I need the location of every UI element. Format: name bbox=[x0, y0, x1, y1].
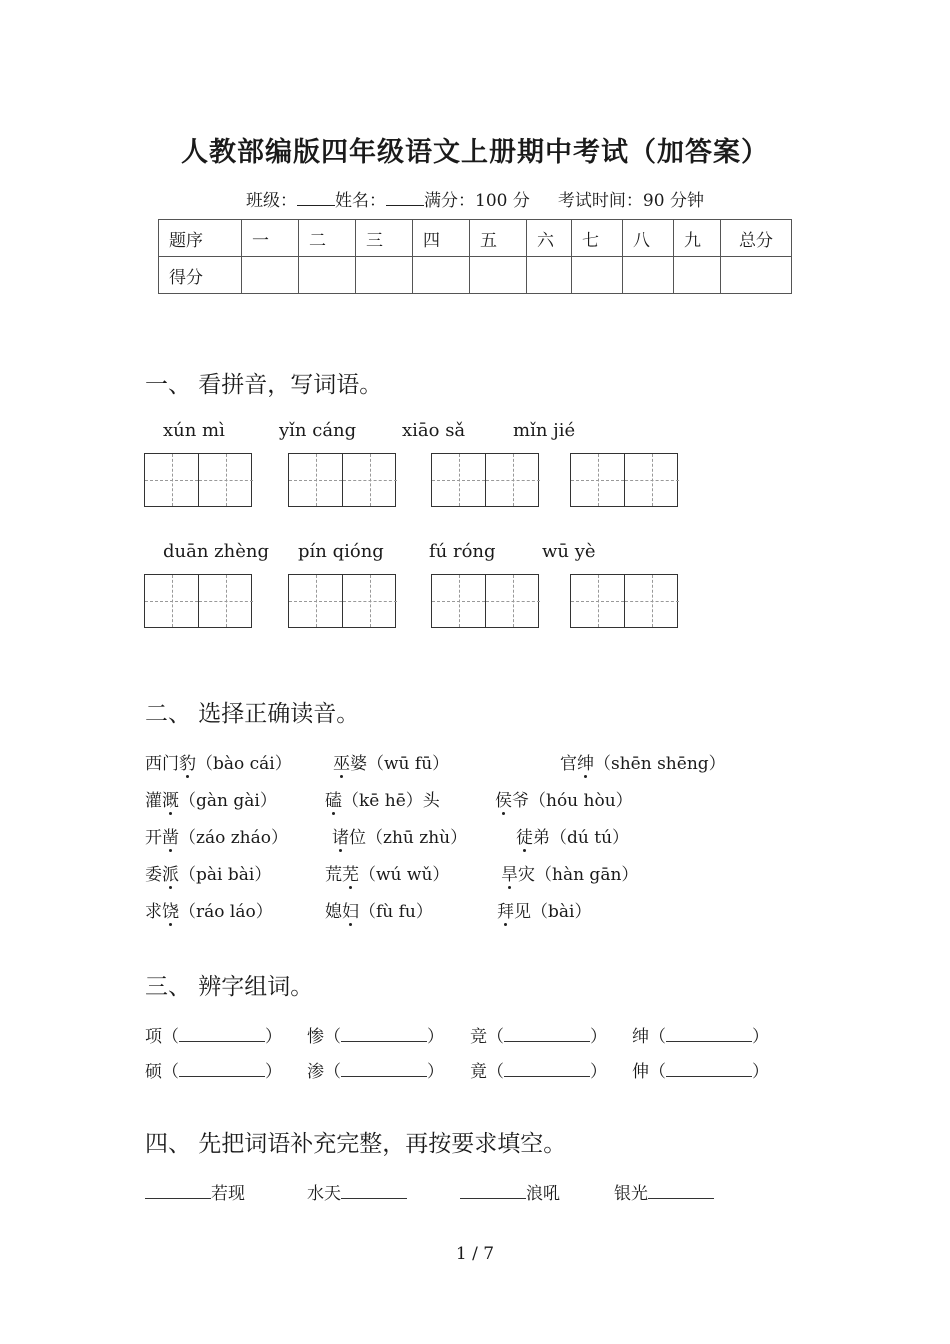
score-cell[interactable] bbox=[572, 257, 623, 294]
class-label: 班级： bbox=[246, 191, 298, 211]
answer-blank[interactable] bbox=[341, 1184, 407, 1199]
writing-grid[interactable] bbox=[144, 453, 252, 507]
fill-item: 银光 bbox=[614, 1179, 714, 1204]
fill-item: 若现 bbox=[145, 1179, 245, 1204]
reading-item: 巫婆（wū fū） bbox=[333, 749, 449, 774]
header-cell: 七 bbox=[572, 220, 623, 257]
answer-blank[interactable] bbox=[179, 1027, 265, 1042]
answer-blank[interactable] bbox=[179, 1062, 265, 1077]
score-header-row bbox=[159, 220, 792, 257]
score-cell[interactable] bbox=[527, 257, 572, 294]
pinyin: fú róng bbox=[429, 541, 496, 562]
header-cell: 一 bbox=[242, 220, 299, 257]
section-2-title: 二、 选择正确读音。 bbox=[145, 701, 360, 727]
header-cell: 四 bbox=[413, 220, 470, 257]
reading-item: 开凿（záo zháo） bbox=[145, 823, 288, 848]
header-cell: 九 bbox=[674, 220, 721, 257]
pinyin: wū yè bbox=[542, 541, 596, 562]
word-item: 项（ ） bbox=[145, 1027, 282, 1047]
reading-item: 诸位（zhū zhù） bbox=[332, 823, 467, 848]
reading-item: 灌溉（gàn gài） bbox=[145, 786, 277, 811]
reading-item: 磕（kē hē）头 bbox=[325, 786, 440, 811]
score-cell[interactable] bbox=[470, 257, 527, 294]
reading-item: 官绅（shēn shēng） bbox=[560, 749, 726, 774]
answer-blank[interactable] bbox=[341, 1062, 427, 1077]
word-item: 竞（ ） bbox=[470, 1027, 607, 1047]
reading-item: 西门豹（bào cái） bbox=[145, 749, 292, 774]
score-cell[interactable] bbox=[413, 257, 470, 294]
score-cell[interactable] bbox=[623, 257, 674, 294]
pinyin: xún mì bbox=[163, 420, 225, 441]
exam-info bbox=[0, 186, 950, 211]
section-1-title: 一、 看拼音，写词语。 bbox=[145, 372, 383, 398]
class-blank[interactable] bbox=[297, 191, 335, 206]
answer-blank[interactable] bbox=[341, 1027, 427, 1042]
answer-blank[interactable] bbox=[460, 1184, 526, 1199]
pinyin: xiāo sǎ bbox=[402, 420, 466, 441]
fill-item: 浪吼 bbox=[460, 1179, 560, 1204]
header-cell: 八 bbox=[623, 220, 674, 257]
writing-grid[interactable] bbox=[431, 574, 539, 628]
score-cell[interactable] bbox=[299, 257, 356, 294]
word-item: 硕（ ） bbox=[145, 1062, 282, 1082]
pinyin: yǐn cáng bbox=[279, 420, 357, 441]
word-item: 竟（ ） bbox=[470, 1062, 607, 1082]
header-cell: 六 bbox=[527, 220, 572, 257]
header-cell: 二 bbox=[299, 220, 356, 257]
reading-item: 侯爷（hóu hòu） bbox=[495, 786, 633, 811]
writing-grid[interactable] bbox=[288, 574, 396, 628]
reading-item: 媳妇（fù fu） bbox=[325, 897, 433, 922]
score-cell[interactable] bbox=[674, 257, 721, 294]
word-item: 绅（ ） bbox=[632, 1027, 769, 1047]
answer-blank[interactable] bbox=[504, 1027, 590, 1042]
fill-item: 水天 bbox=[307, 1179, 407, 1204]
reading-item: 旱灾（hàn gān） bbox=[501, 860, 638, 885]
writing-grid[interactable] bbox=[288, 453, 396, 507]
reading-item: 徒弟（dú tú） bbox=[516, 823, 629, 848]
reading-item: 荒芜（wú wǔ） bbox=[325, 860, 449, 885]
writing-grid[interactable] bbox=[431, 453, 539, 507]
answer-blank[interactable] bbox=[648, 1184, 714, 1199]
header-cell: 三 bbox=[356, 220, 413, 257]
writing-grid[interactable] bbox=[144, 574, 252, 628]
page-title: 人教部编版四年级语文上册期中考试（加答案） bbox=[181, 137, 769, 168]
writing-grid[interactable] bbox=[570, 453, 678, 507]
score-table bbox=[158, 219, 792, 294]
answer-blank[interactable] bbox=[145, 1184, 211, 1199]
header-cell: 总分 bbox=[721, 220, 792, 257]
score-row-label: 得分 bbox=[159, 257, 242, 294]
score-cell[interactable] bbox=[242, 257, 299, 294]
score-row bbox=[159, 257, 792, 294]
reading-item: 委派（pài bài） bbox=[145, 860, 271, 885]
header-cell: 题序 bbox=[159, 220, 242, 257]
word-item: 惨（ ） bbox=[307, 1027, 444, 1047]
reading-item: 求饶（ráo láo） bbox=[145, 897, 273, 922]
section-3-title: 三、 辨字组词。 bbox=[145, 974, 314, 1000]
full-score: 满分：100 分 bbox=[424, 191, 530, 211]
pinyin: duān zhèng bbox=[163, 541, 270, 562]
answer-blank[interactable] bbox=[666, 1062, 752, 1077]
pinyin: mǐn jié bbox=[513, 420, 576, 441]
score-cell[interactable] bbox=[721, 257, 792, 294]
section-4-title: 四、 先把词语补充完整，再按要求填空。 bbox=[145, 1131, 567, 1157]
writing-grid[interactable] bbox=[570, 574, 678, 628]
word-item: 渗（ ） bbox=[307, 1062, 444, 1082]
reading-item: 拜见（bài） bbox=[497, 897, 591, 922]
pinyin: pín qióng bbox=[298, 541, 384, 562]
score-cell[interactable] bbox=[356, 257, 413, 294]
answer-blank[interactable] bbox=[666, 1027, 752, 1042]
header-cell: 五 bbox=[470, 220, 527, 257]
name-blank[interactable] bbox=[386, 191, 424, 206]
name-label: 姓名： bbox=[335, 191, 387, 211]
word-item: 伸（ ） bbox=[632, 1062, 769, 1082]
answer-blank[interactable] bbox=[504, 1062, 590, 1077]
exam-time: 考试时间：90 分钟 bbox=[557, 191, 704, 211]
page-number: 1 / 7 bbox=[455, 1244, 495, 1264]
